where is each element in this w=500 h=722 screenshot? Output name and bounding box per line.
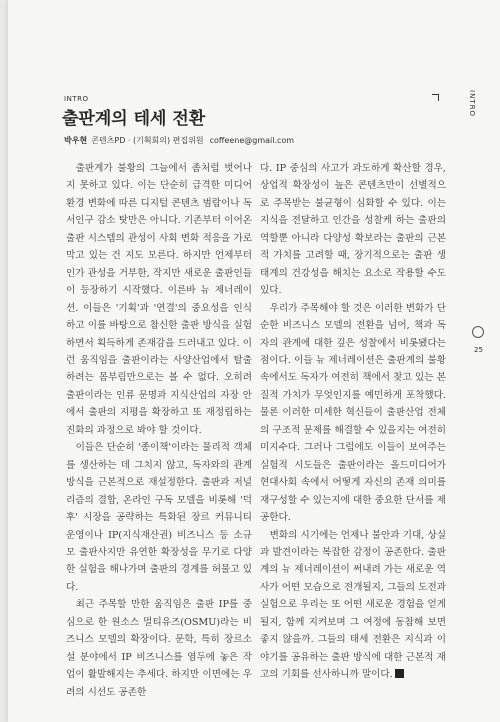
- magazine-page: [8, 0, 500, 722]
- circle-marker-icon: [472, 326, 484, 338]
- page-number: 25: [474, 346, 483, 354]
- author-email: coffeene@gmail.com: [209, 136, 295, 145]
- article-column-left: [66, 160, 252, 701]
- article-column-right: [260, 160, 446, 684]
- byline: [64, 135, 294, 146]
- corner-bracket-icon: [432, 94, 439, 101]
- body-paragraph: 다. IP 중심의 사고가 과도하게 확산할 경우, 상업적 확장성이 높은 콘텐츠만이 선별적으로 주목받는 불균형이 심화할 수 있다. 이는 지식을 전달하고 인간을 성찰케 하는 출판의 역할뿐 아니라 다양성 확보라는 출판의 근본적 가치를 고려할 때, 장기적으로는 출판 생태계의 건강성을 해치는 요소로 작용할 수도 있다.: [260, 163, 446, 297]
- end-mark-icon: [395, 669, 404, 678]
- body-paragraph: 최근 주목할 만한 움직임은 출판 IP를 중심으로 한 원소스 멀티유즈(OSMU)라는 비즈니스 모델의 확장이다. 문학, 특히 장르소설 분야에서 IP 비즈니스를 염두에 놓은 작업이 활발해지는 추세다. 하지만 이면에는 우려의 시선도 공존한: [66, 599, 252, 698]
- body-paragraph: 우리가 주목해야 할 것은 이러한 변화가 단순한 비즈니스 모델의 전환을 넘어, 책과 독자의 관계에 대한 깊은 성찰에서 비롯됐다는 점이다. 이들 뉴 제너레이션은 출판계의 불황 속에서도 독자가 여전히 책에서 찾고 있는 본질적 가치가 무엇인지를 예민하게 포착했다. 물론 이러한 미세한 혁신들이 출판산업 전체의 구조적 문제를 해결할 수 있을지는 여전히 미지수다. 그러나 그럼에도 이들이 보여주는 실험적 시도들은 출판이라는 올드미디어가 현대사회 속에서 어떻게 자신의 존재 의미를 재구성할 수 있는지에 대한 중요한 단서를 제공한다.: [260, 302, 446, 524]
- body-paragraph-text: 변화의 시기에는 언제나 불안과 기대, 상실과 발견이라는 복잡한 감정이 공존한다. 출판계의 뉴 제너레이션이 써내려 가는 새로운 역사가 어떤 모습으로 전개될지, 그들의 도전과 실험으로 우리는 또 어떤 새로운 경험을 얻게 될지, 함께 지켜보며 그 여정에 동참해 보면 좋지 않을까. 그들의 태세 전환은 지식과 이야기를 공유하는 출판 방식에 대한 근본적 재고의 기회를 선사하니까 말이다.: [260, 529, 446, 681]
- body-paragraph: 이들은 단순히 '종이책'이라는 물리적 객체를 생산하는 데 그치지 않고, 독자와의 관계 방식을 근본적으로 재설정한다. 출판과 저널리즘의 결합, 온라인 구독 모델을 비롯해 '덕후' 시장을 공략하는 특화된 장르 커뮤니티 운영이나 IP(지식재산권) 비즈니스 등 소규모 출판사지만 유연한 확장성을 무기로 다양한 실험을 해나가며 출판의 경계를 허물고 있다.: [66, 442, 252, 593]
- author-role: 콘텐츠PD · (기획회의) 편집위원: [91, 136, 204, 145]
- body-paragraph: 출판계가 불황의 그늘에서 좀처럼 벗어나지 못하고 있다. 이는 단순히 급격한 미디어 환경 변화에 따른 디지털 콘텐츠 범람이나 독서인구 감소 탓만은 아니다. 기존부터 이어온 출판 시스템의 관성이 사회 변화 적응을 가로막고 있는 건 지도 모른다. 하지만 언제부터인가 관성을 거부한, 작지만 새로운 출판인들이 등장하기 시작했다. 이른바 뉴 제너레이션. 이들은 '기획'과 '연결'의 중요성을 인식하고 이를 바탕으로 참신한 출판 방식을 실험하면서 획득하게 존재감을 드러내고 있다. 이런 움직임을 출판이라는 사양산업에서 탈출하려는 몸부림만으로는 볼 수 없다. 오히려 출판이라는 인류 문명과 지식산업의 자장 안에서 출판의 지평을 확장하고 또 재정립하는 진화의 과정으로 봐야 할 것이다.: [66, 163, 252, 436]
- article-title: 출판계의 테세 전환: [62, 109, 206, 129]
- author-name: 박우현: [64, 136, 88, 145]
- side-section-label: INTRO: [468, 90, 476, 117]
- section-tag: INTRO: [64, 95, 89, 103]
- body-paragraph-last: [260, 527, 446, 684]
